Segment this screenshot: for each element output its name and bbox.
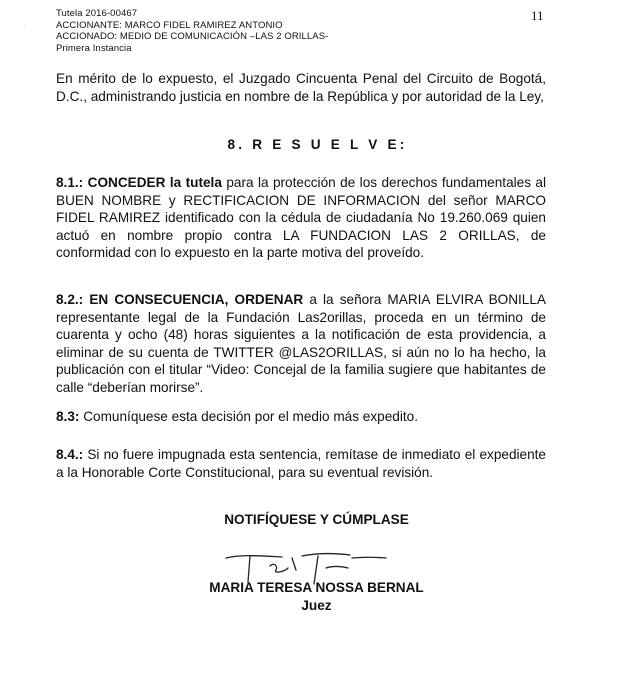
header-instance: Primera Instancia: [56, 42, 132, 54]
intro-paragraph: En mérito de lo expuesto, el Juzgado Cincuenta Penal del Circuito de Bogotá, D.C., administrando justicia en nombre de la República y por autoridad de la Ley,: [56, 71, 546, 104]
header-case-number: Tutela 2016-00467: [56, 8, 138, 19]
page-number: 11: [531, 8, 544, 23]
resolution-8-1-label: 8.1.:: [56, 175, 84, 190]
margin-mark: ·: [24, 23, 27, 30]
resolution-8-3: [56, 408, 546, 426]
resuelve-heading: 8. R E S U E L V E:: [227, 137, 408, 152]
resolution-8-4-label: 8.4.:: [56, 447, 84, 462]
resolution-8-1-bold: CONCEDER la tutela: [87, 175, 222, 190]
resolution-8-2: [56, 291, 546, 397]
resolution-8-3-label: 8.3:: [56, 409, 80, 424]
resolution-8-4-text: Si no fuere impugnada esta sentencia, remítase de inmediato el expediente a la Honorable Corte Constitucional, para su eventual revisión.: [56, 447, 546, 480]
header-plaintiff: ACCIONANTE: MARCO FIDEL RAMIREZ ANTONIO: [56, 19, 283, 31]
judge-title: Juez: [301, 598, 332, 613]
judge-name: MARIA TERESA NOSSA BERNAL: [209, 580, 424, 595]
resolution-8-1: [56, 174, 546, 262]
resolution-8-2-text: a la señora MARIA ELVIRA BONILLA representante legal de la Fundación Las2orillas, proceda en un término de cuarenta y ocho (48) horas siguientes a la notificación de esta providencia, a eliminar de su cuenta de TWITTER @LAS2ORILLAS, si aún no lo ha hecho, la publicación con el titular “Video: Concejal de la familia sugiere que habitantes de calle “deberían morirse”.: [56, 292, 546, 395]
closing-formula: NOTIFÍQUESE Y CÚMPLASE: [224, 512, 409, 527]
resolution-8-3-text: Comuníquese esta decisión por el medio más expedito.: [83, 409, 418, 424]
document-header: [56, 8, 328, 54]
header-defendant: ACCIONADO: MEDIO DE COMUNICACIÓN –LAS 2 ORILLAS-: [56, 31, 329, 42]
resolution-8-4: [56, 446, 546, 481]
resolution-8-2-label: 8.2.:: [56, 292, 84, 307]
resolution-8-2-bold: EN CONSECUENCIA, ORDENAR: [89, 292, 304, 307]
resolution-8-1-text: para la protección de los derechos fundamentales al BUEN NOMBRE y RECTIFICACION DE INFORMACION del señor MARCO FIDEL RAMIREZ identificado con la cédula de ciudadanía No 19.260.069 quien actuó en nombre propio contra LA FUNDACION LAS 2 ORILLAS, de conformidad con lo expuesto en la parte motiva del proveído.: [56, 175, 547, 261]
